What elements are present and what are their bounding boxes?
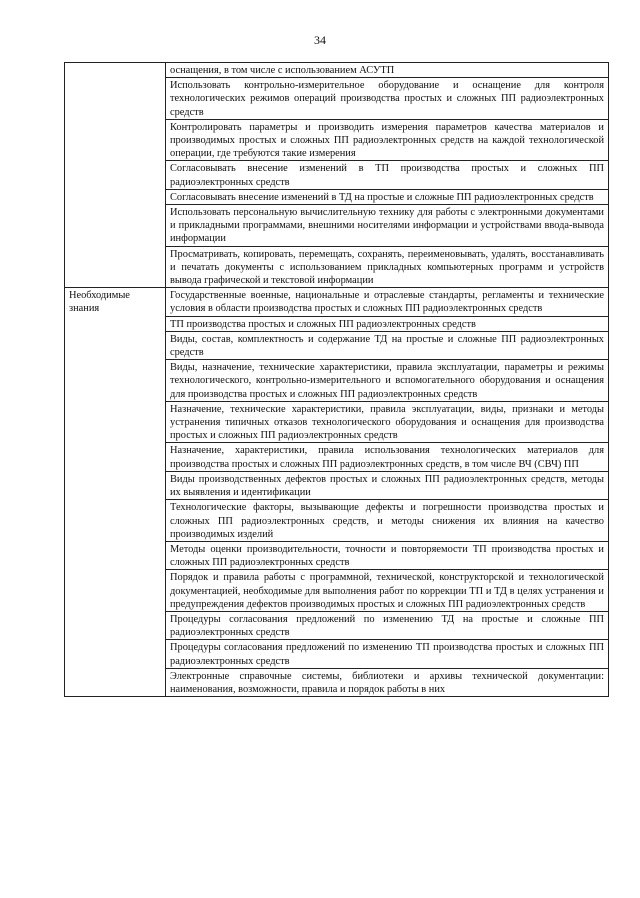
knowledge-item: Виды производственных дефектов простых и сложных ПП радиоэлектронных средств, методы их выявления и идентификации	[166, 471, 609, 499]
skill-item: Контролировать параметры и производить измерения параметров качества материалов и производимых простых и сложных ПП радиоэлектронных средств на каждой технологической операции, где требуются такие измерения	[166, 119, 609, 161]
section-label: Необходимые знания	[69, 290, 130, 315]
knowledge-item: ТП производства простых и сложных ПП радиоэлектронных средств	[166, 316, 609, 331]
skill-item: Использовать контрольно-измерительное оборудование и оснащение для контроля технологических режимов операций производства простых и сложных ПП радиоэлектронных средств	[166, 78, 609, 120]
knowledge-item: Методы оценки производительности, точности и повторяемости ТП производства простых и сложных ПП радиоэлектронных средств	[166, 541, 609, 569]
skill-item: Использовать персональную вычислительную технику для работы с электронными документами и прикладными программами, внешними носителями информации и устройствами ввода-вывода информации	[166, 205, 609, 247]
knowledge-item: Назначение, характеристики, правила использования технологических материалов для производства простых и сложных ПП радиоэлектронных средств, в том числе ВЧ (СВЧ) ПП	[166, 443, 609, 471]
knowledge-item: Государственные военные, национальные и отраслевые стандарты, регламенты и технические условия в области производства простых и сложных ПП радиоэлектронных средств	[166, 288, 609, 316]
knowledge-item: Электронные справочные системы, библиотеки и архивы технической документации: наименования, возможности, правила и порядок работы в них	[166, 668, 609, 696]
table-row	[65, 288, 609, 316]
knowledge-item: Процедуры согласования предложений по изменению ТД на простые и сложные ПП радиоэлектронных средств	[166, 611, 609, 639]
page-number: 34	[314, 33, 326, 47]
competency-table	[64, 62, 609, 697]
knowledge-item: Порядок и правила работы с программной, технической, конструкторской и технологической документацией, необходимые для выполнения работ по коррекции ТП и ТД в целях устранения и предупреждения дефектов производимых простых и сложных ПП радиоэлектронных средств	[166, 570, 609, 612]
knowledge-label-cell	[65, 288, 166, 697]
knowledge-item: Назначение, технические характеристики, правила эксплуатации, виды, признаки и методы устранения типичных отказов технологического оборудования и оснащения для производства простых и сложных ПП радиоэлектронных средств	[166, 401, 609, 443]
knowledge-item: Виды, состав, комплектность и содержание ТД на простые и сложные ПП радиоэлектронных средств	[166, 331, 609, 359]
skill-item: Просматривать, копировать, перемещать, сохранять, переименовывать, удалять, восстанавливать и печатать документы с использованием прикладных компьютерных программ и устройств вывода графической и текстовой информации	[166, 246, 609, 288]
knowledge-item: Технологические факторы, вызывающие дефекты и погрешности производства простых и сложных ПП радиоэлектронных средств, и методы снижения их влияния на качество производимых изделий	[166, 500, 609, 542]
knowledge-item: Виды, назначение, технические характеристики, правила эксплуатации, параметры и режимы технологического, контрольно-измерительного и вспомогательного оборудования и оснащения для производства простых и сложных ПП радиоэлектронных средств	[166, 360, 609, 402]
skill-item: Согласовывать внесение изменений в ТП производства простых и сложных ПП радиоэлектронных средств	[166, 161, 609, 189]
table-row	[65, 63, 609, 78]
skill-item: оснащения, в том числе с использованием АСУТП	[166, 63, 609, 78]
skills-label-cell	[65, 63, 166, 288]
skill-item: Согласовывать внесение изменений в ТД на простые и сложные ПП радиоэлектронных средств	[166, 189, 609, 204]
knowledge-item: Процедуры согласования предложений по изменению ТП производства простых и сложных ПП радиоэлектронных средств	[166, 640, 609, 668]
